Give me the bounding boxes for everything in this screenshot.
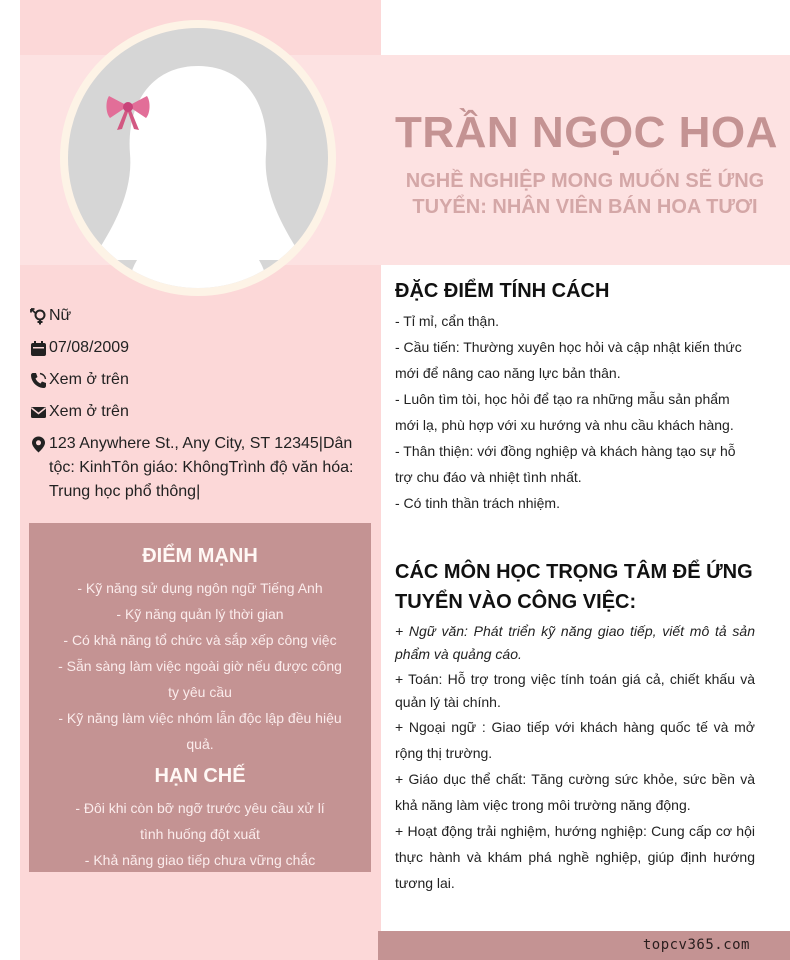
strength-item: - Kỹ năng làm việc nhóm lẫn độc lập đều hiệu quả. <box>58 710 342 752</box>
strengths-title: ĐIỂM MẠNH <box>142 545 258 567</box>
personality-item: - Cầu tiến: Thường xuyên học hỏi và cập nhật kiến thức mới để nâng cao năng lực bản thân. <box>395 339 742 381</box>
contact-gender <box>30 304 360 328</box>
desired-job-line-2: TUYỂN: NHÂN VIÊN BÁN HOA TƯƠI <box>412 196 758 218</box>
strength-item: - Kỹ năng sử dụng ngôn ngữ Tiếng Anh <box>77 580 323 596</box>
personality-item: - Có tinh thần trách nhiệm. <box>395 495 560 511</box>
footer-brand[interactable]: topcv365.com <box>642 937 750 953</box>
candidate-name: TRẦN NGỌC HOA <box>395 108 778 157</box>
email-value[interactable]: Xem ở trên <box>49 403 129 420</box>
contact-address <box>30 432 360 504</box>
calendar-icon <box>30 340 47 357</box>
desired-job <box>405 168 765 220</box>
contact-phone <box>30 368 360 392</box>
address-value: 123 Anywhere St., Any City, ST 12345|Dân tộc: KinhTôn giáo: KhôngTrình độ văn hóa: Trung học phổ thông| <box>49 435 354 500</box>
contact-email <box>30 400 360 424</box>
subjects-title-line-2: TUYỂN VÀO CÔNG VIỆC: <box>395 591 637 613</box>
phone-icon <box>30 372 47 389</box>
strength-item: - Có khả năng tổ chức và sắp xếp công việc <box>63 632 337 648</box>
subject-item: + Toán: Hỗ trợ trong việc tính toán giá cả, chiết khấu và quản lý tài chính. <box>395 671 755 710</box>
personality-title: ĐẶC ĐIỂM TÍNH CÁCH <box>395 280 610 302</box>
personality-list <box>395 308 755 516</box>
personality-item: - Thân thiện: với đồng nghiệp và khách hàng tạo sự hỗ trợ chu đáo và nhiệt tình nhất. <box>395 443 736 485</box>
subject-item: + Giáo dục thể chất: Tăng cường sức khỏe, sức bền và khả năng làm việc trong môi trường năng động. <box>395 771 755 813</box>
strength-item: - Kỹ năng quản lý thời gian <box>116 606 284 622</box>
gender-icon <box>30 308 47 325</box>
dob-value: 07/08/2009 <box>49 339 130 356</box>
contact-dob <box>30 336 360 360</box>
email-icon <box>30 404 47 421</box>
silhouette-icon <box>68 28 328 288</box>
gender-value: Nữ <box>49 307 72 324</box>
personality-item: - Tỉ mỉ, cẩn thận. <box>395 313 500 329</box>
avatar <box>68 28 328 288</box>
personality-item: - Luôn tìm tòi, học hỏi để tạo ra những mẫu sản phẩm mới lạ, phù hợp với xu hướng và nhu cầu khách hàng. <box>395 391 734 433</box>
weaknesses-title: HẠN CHẾ <box>154 765 246 787</box>
subjects-title-line-1: CÁC MÔN HỌC TRỌNG TÂM ĐỂ ỨNG <box>395 561 753 583</box>
footer-bar <box>378 931 790 960</box>
subjects-list <box>395 620 755 896</box>
subject-item: + Ngoại ngữ : Giao tiếp với khách hàng quốc tế và mở rộng thị trường. <box>395 719 755 761</box>
avatar-frame <box>60 20 336 296</box>
phone-value[interactable]: Xem ở trên <box>49 371 129 388</box>
subject-item: + Hoạt động trải nghiệm, hướng nghiệp: Cung cấp cơ hội thực hành và khám phá nghề nghiệp, giúp định hướng tương lai. <box>395 823 755 891</box>
subjects-title <box>395 557 753 617</box>
desired-job-line-1: NGHỀ NGHIỆP MONG MUỐN SẼ ỨNG <box>405 170 765 192</box>
weakness-item: - Khả năng giao tiếp chưa vững chắc <box>84 852 316 868</box>
hair-bow-icon <box>105 88 151 134</box>
strengths-weaknesses-box <box>29 523 371 872</box>
location-icon <box>30 436 47 453</box>
weakness-item: - Đôi khi còn bỡ ngỡ trước yêu cầu xử lí tình huống đột xuất <box>75 800 325 842</box>
strength-item: - Sẵn sàng làm việc ngoài giờ nếu được công ty yêu cầu <box>58 658 342 700</box>
subject-item: + Ngữ văn: Phát triển kỹ năng giao tiếp, viết mô tả sản phẩm và quảng cáo. <box>395 623 755 662</box>
